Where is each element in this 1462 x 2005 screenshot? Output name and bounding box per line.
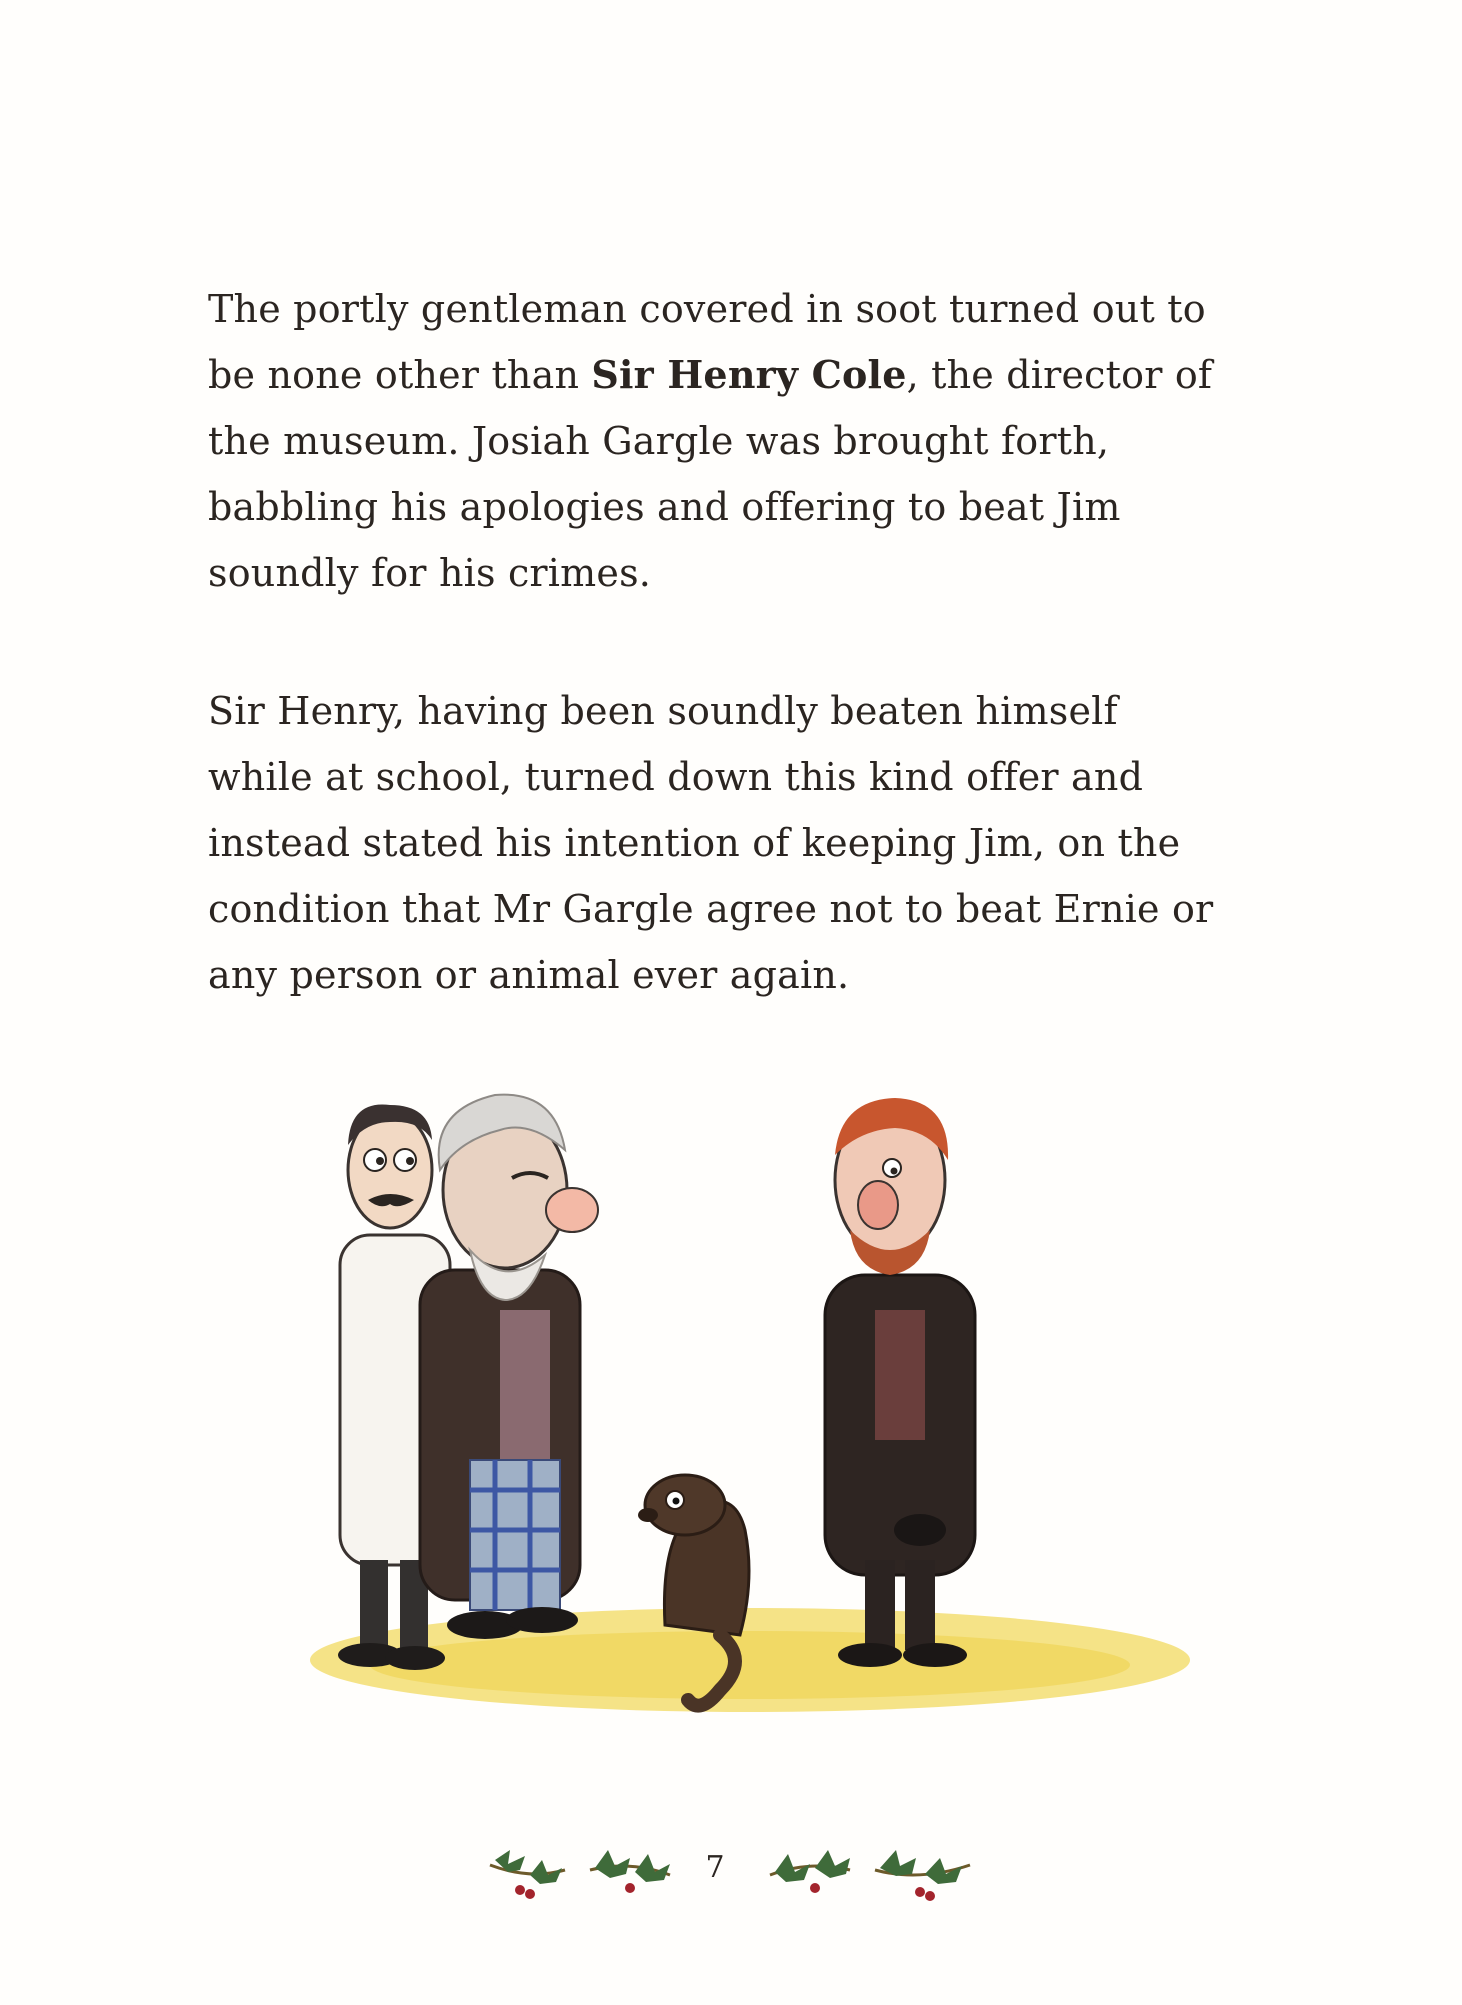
holly-footer-decoration xyxy=(470,1820,990,1920)
holly-sprig-right-2 xyxy=(875,1850,970,1901)
holly-sprig-left-2 xyxy=(590,1850,670,1893)
illustration-scene xyxy=(280,1060,1190,1780)
paragraph-1-text-end: , the director of the museum. Josiah Gargle was brought forth, babbling his apologies and offering to beat Jim soundly for his crimes. xyxy=(208,353,1213,595)
name-sir-henry-cole: Sir Henry Cole xyxy=(591,352,907,397)
page-number: 7 xyxy=(705,1850,725,1885)
paragraph-1-text-start: The portly gentleman covered in soot turned out to be none other than xyxy=(208,287,1206,397)
holly-sprig-left-1 xyxy=(490,1850,565,1899)
man-with-red-hair xyxy=(825,1098,975,1667)
holly-sprig-right-1 xyxy=(770,1850,850,1893)
paragraph-2: Sir Henry, having been soundly beaten himself while at school, turned down this kind offer and instead stated his intention of keeping Jim, on the condition that Mr Gargle agree not to beat Ernie or any person or animal ever again. xyxy=(208,689,1214,997)
paragraph-1 xyxy=(208,276,1228,606)
sir-henry-cole xyxy=(420,1095,598,1639)
